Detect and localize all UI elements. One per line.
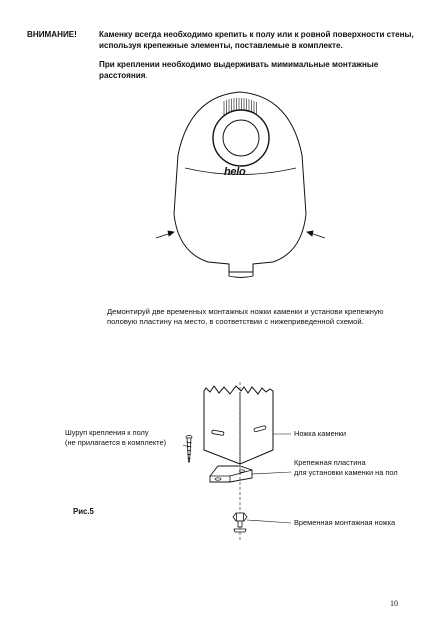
warning-label: ВНИМАНИЕ! xyxy=(27,30,77,39)
clearance-note-text: При креплении необходимо выдерживать мимимальные монтажные расстояния xyxy=(99,60,379,80)
clearance-note-end: . xyxy=(145,70,148,80)
screw-label xyxy=(65,428,166,447)
leg-label: Ножка каменки xyxy=(294,429,347,438)
figure-label: Рис.5 xyxy=(73,507,94,516)
plate-label xyxy=(294,458,398,477)
stove-leg xyxy=(204,386,273,464)
leader-temp-leg xyxy=(247,520,291,523)
temp-leg-label: Временная монтажная ножка xyxy=(294,518,396,527)
instruction-text: Демонтируй две временных монтажных ножки каменки и установи крепежную половую пластину на место, в соответствии с нижеприведенной схемой. xyxy=(107,307,384,327)
floor-screw xyxy=(186,436,192,463)
screw-label-line1: Шуруп крепления к полу xyxy=(65,428,149,437)
stove-brand-logo: helo xyxy=(224,166,246,178)
screw-label-line2: (не прилагается в комплекте) xyxy=(65,437,167,447)
temporary-leg xyxy=(233,513,247,532)
warning-text: Каменку всегда необходимо крепить к полу или к ровной поверхности стены, используя крепежные элементы, поставлемые в комплекте. xyxy=(99,30,414,50)
plate-label-line1: Крепежная пластина xyxy=(294,458,366,467)
leader-plate xyxy=(252,472,291,474)
page-number: 10 xyxy=(390,599,398,608)
plate-label-line2: для установки каменки на пол xyxy=(294,467,398,477)
